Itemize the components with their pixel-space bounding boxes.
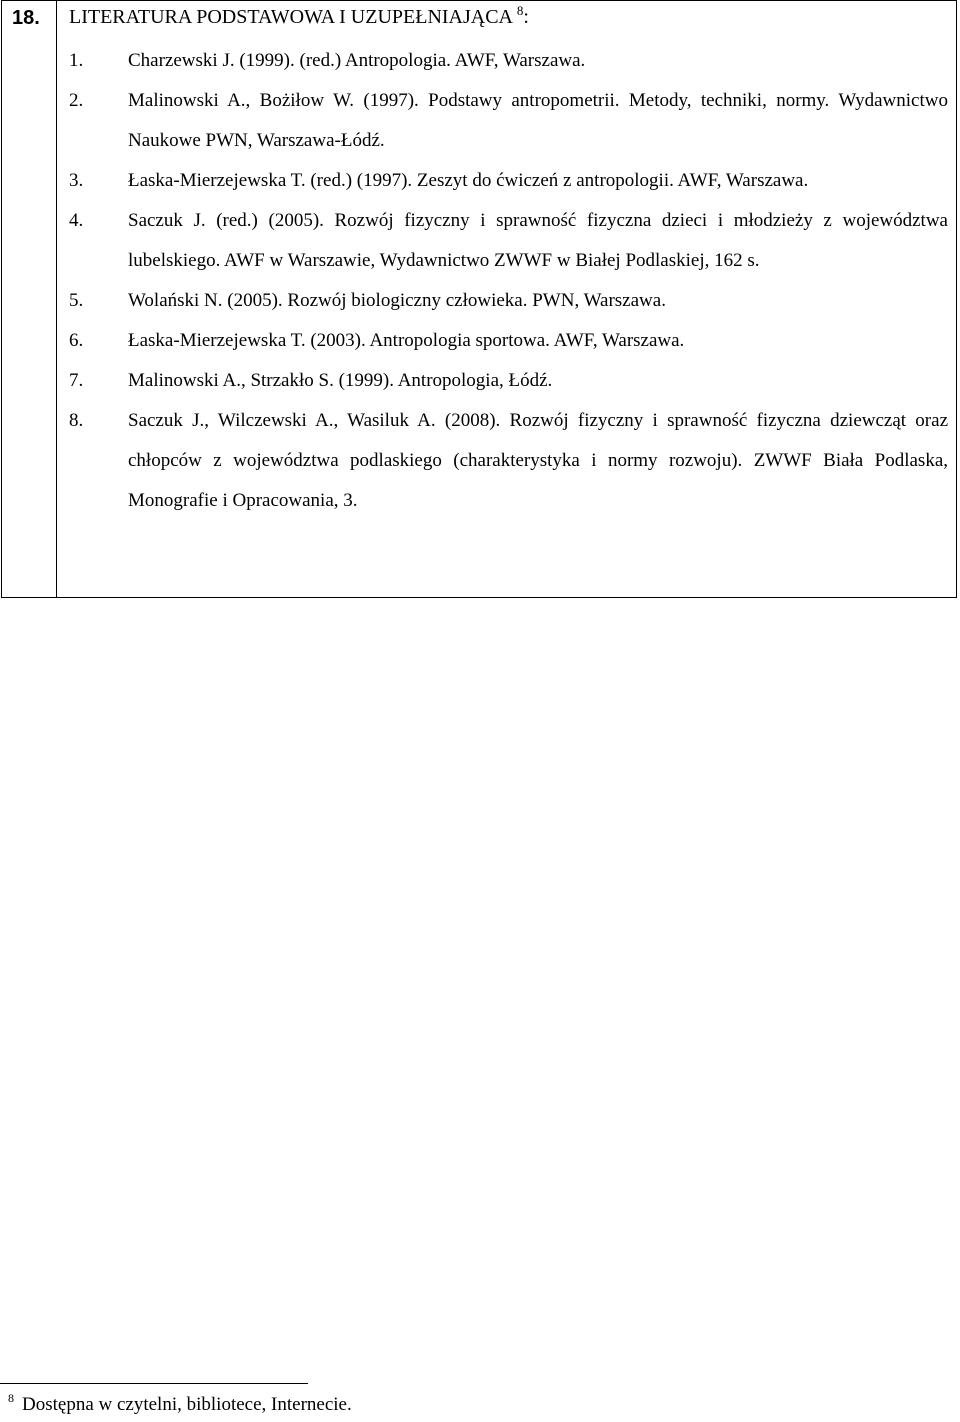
reference-item — [58, 281, 948, 321]
footnote — [8, 1393, 352, 1417]
reference-number: 6. — [69, 330, 84, 351]
section-number: 18. — [12, 7, 40, 29]
reference-list — [58, 41, 948, 521]
reference-text: Łaska-Mierzejewska T. (red.) (1997). Zeszyt do ćwiczeń z antropologii. AWF, Warszawa. — [128, 170, 809, 191]
reference-text: Wolański N. (2005). Rozwój biologiczny człowieka. PWN, Warszawa. — [128, 290, 666, 311]
reference-number: 5. — [69, 290, 84, 311]
reference-item — [58, 81, 948, 161]
reference-item — [58, 321, 948, 361]
reference-number: 4. — [69, 210, 84, 231]
reference-item — [58, 41, 948, 81]
reference-item — [58, 401, 948, 521]
reference-number: 7. — [69, 370, 84, 391]
reference-item — [58, 161, 948, 201]
reference-number: 1. — [69, 50, 84, 71]
reference-text: Charzewski J. (1999). (red.) Antropologia. AWF, Warszawa. — [128, 50, 586, 71]
section-table — [1, 0, 957, 598]
reference-number: 2. — [69, 90, 84, 111]
reference-text: Saczuk J., Wilczewski A., Wasiluk A. (2008). Rozwój fizyczny i sprawność fizyczna dziewcząt oraz chłopców z województwa podlaskiego (charakterystyka i normy rozwoju). ZWWF Biała Podlaska, Monografie i Opracowania, 3. — [128, 410, 948, 511]
reference-item — [58, 201, 948, 281]
reference-number: 3. — [69, 170, 84, 191]
footnote-mark: 8 — [8, 1391, 14, 1405]
footnote-separator — [0, 1383, 308, 1384]
reference-item — [58, 361, 948, 401]
section-title — [69, 5, 529, 29]
section-content-cell — [58, 1, 956, 597]
footnote-text: Dostępna w czytelni, bibliotece, Internecie. — [22, 1394, 352, 1415]
reference-number: 8. — [69, 410, 84, 431]
reference-text: Malinowski A., Strzakło S. (1999). Antropologia, Łódź. — [128, 370, 553, 391]
section-title-text: LITERATURA PODSTAWOWA I UZUPEŁNIAJĄCA — [69, 6, 512, 28]
section-title-suffix: : — [523, 6, 529, 28]
reference-text: Malinowski A., Bożiłow W. (1997). Podstawy antropometrii. Metody, techniki, normy. Wydawnictwo Naukowe PWN, Warszawa-Łódź. — [128, 90, 948, 151]
reference-text: Łaska-Mierzejewska T. (2003). Antropologia sportowa. AWF, Warszawa. — [128, 330, 685, 351]
reference-text: Saczuk J. (red.) (2005). Rozwój fizyczny i sprawność fizyczna dzieci i młodzieży z województwa lubelskiego. AWF w Warszawie, Wydawnictwo ZWWF w Białej Podlaskiej, 162 s. — [128, 210, 948, 271]
section-number-cell — [2, 1, 57, 597]
title-footnote-mark: 8 — [516, 3, 524, 18]
